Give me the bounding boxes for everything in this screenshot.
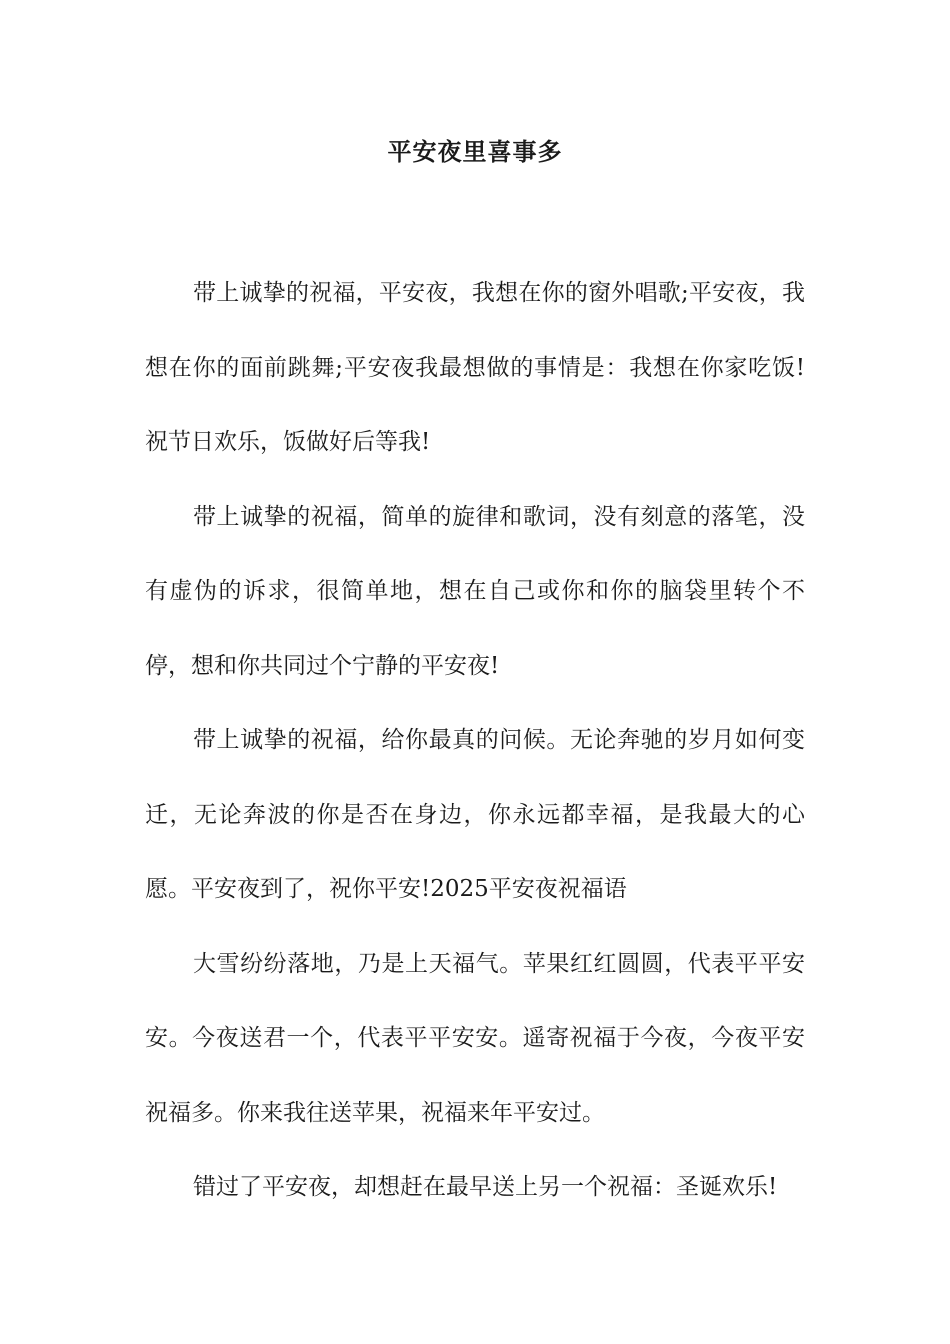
paragraph-3: 带上诚挚的祝福，给你最真的问候。无论奔驰的岁月如何变迁，无论奔波的你是否在身边，你永远都幸福，是我最大的心愿。平安夜到了，祝你平安!2025平安夜祝福语 <box>145 727 805 902</box>
paragraph-1: 带上诚挚的祝福，平安夜，我想在你的窗外唱歌;平安夜，我想在你的面前跳舞;平安夜我最想做的事情是：我想在你家吃饭!祝节日欢乐，饭做好后等我! <box>145 280 805 455</box>
paragraph-5: 错过了平安夜，却想赶在最早送上另一个祝福：圣诞欢乐! <box>193 1174 778 1200</box>
document-body <box>145 256 805 1225</box>
paragraph-4: 大雪纷纷落地，乃是上天福气。苹果红红圆圆，代表平平安安。今夜送君一个，代表平平安安。遥寄祝福于今夜，今夜平安祝福多。你来我往送苹果，祝福来年平安过。 <box>145 950 805 1126</box>
document-title: 平安夜里喜事多 <box>387 137 563 166</box>
paragraph-2: 带上诚挚的祝福，简单的旋律和歌词，没有刻意的落笔，没有虚伪的诉求，很简单地，想在自己或你和你的脑袋里转个不停，想和你共同过个宁静的平安夜! <box>145 503 805 679</box>
